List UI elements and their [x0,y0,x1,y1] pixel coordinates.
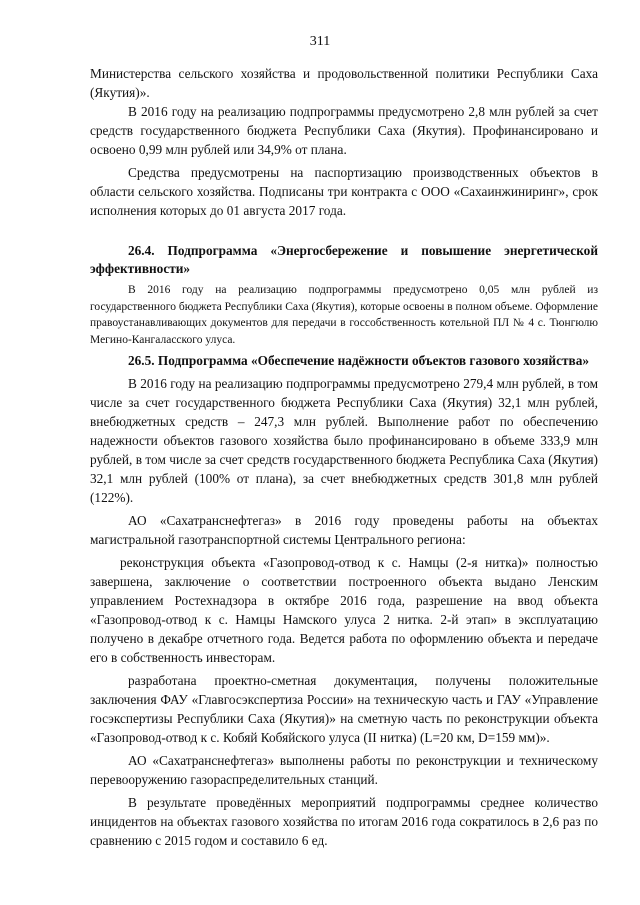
paragraph-gds-reconstruction: АО «Сахатранснефтегаз» выполнены работы по реконструкции и техническому перевооружению газораспределительных станций. [90,753,598,787]
paragraph-passportization: Средства предусмотрены на паспортизацию производственных объектов в области сельского хозяйства. Подписаны три контракта с ООО «Сахаинжиниринг», срок исполнения которых до 01 августа 2017 года. [90,165,598,218]
paragraph-sakhatransneftegaz-works: АО «Сахатранснефтегаз» в 2016 году проведены работы на объектах магистральной газотранспортной системы Центрального региона: [90,513,598,547]
paragraph-incidents-result: В результате проведённых мероприятий подпрограммы среднее количество инцидентов на объектах газового хозяйства по итогам 2016 года сократилось в 2,6 раз по сравнению с 2015 годом и составило 6 ед. [90,795,598,848]
paragraph-funding-2016: В 2016 году на реализацию подпрограммы предусмотрено 2,8 млн рублей за счет средств государственного бюджета Республики Саха (Якутия). Профинансировано и освоено 0,99 млн рублей или 34,9% от плана. [90,104,598,157]
paragraph-kobyai-design: разработана проектно-сметная документация, получены положительные заключения ФАУ «Главгосэкспертиза России» на техническую часть и ГАУ «Управление госэкспертизы Республики Саха (Якутия)» на сметную часть по реконструкции объекта «Газопровод-отвод к с. Кобяй Кобяйского улуса (II нитка) (L=20 км, D=159 мм)». [90,673,598,745]
page-body [90,64,598,850]
section-heading-26-5: 26.5. Подпрограмма «Обеспечение надёжности объектов газового хозяйства» [128,353,590,368]
section-heading-26-4: 26.4. Подпрограмма «Энергосбережение и повышение энергетической эффективности» [90,243,598,276]
paragraph-gas-funding: В 2016 году на реализацию подпрограммы предусмотрено 279,4 млн рублей, в том числе за счет государственного бюджета Республики Саха (Якутия) 32,1 млн рублей, внебюджетных средств – 247,3 млн рублей. Выполнение работ по обеспечению надежности объектов газового хозяйства было профинансировано в объеме 333,9 млн рублей, в том числе за счет средств государственного бюджета Республика Саха (Якутия) 32,1 млн рублей (100% от плана), за счет внебюджетных средств 301,8 млн рублей (122%). [90,376,598,505]
paragraph-namtsy-reconstruction: реконструкция объекта «Газопровод-отвод к с. Намцы (2-я нитка)» полностью завершена, заключение о соответствии построенного объекта выдано Ленским управлением Ростехнадзора в октябре 2016 года, разрешение на ввод объекта «Газопровод-отвод к с. Намцы Намского улуса 2 нитка. 2-й этап» в эксплуатацию получено в декабре отчетного года. Ведется работа по оформлению объекта и передаче его в собственность инвесторам. [90,555,598,665]
paragraph-ministry-continuation: Министерства сельского хозяйства и продовольственной политики Республики Саха (Якутия)». [90,66,598,100]
page-number: 311 [309,34,331,49]
paragraph-energy-saving: В 2016 году на реализацию подпрограммы предусмотрено 0,05 млн рублей из государственного бюджета Республики Саха (Якутия), которые освоены в полном объеме. Оформление правоустанавливающих документов для передачи в госсобственность котельной ПЛ № 4 с. Тюнгюлю Мегино-Кангаласского улуса. [90,284,598,346]
